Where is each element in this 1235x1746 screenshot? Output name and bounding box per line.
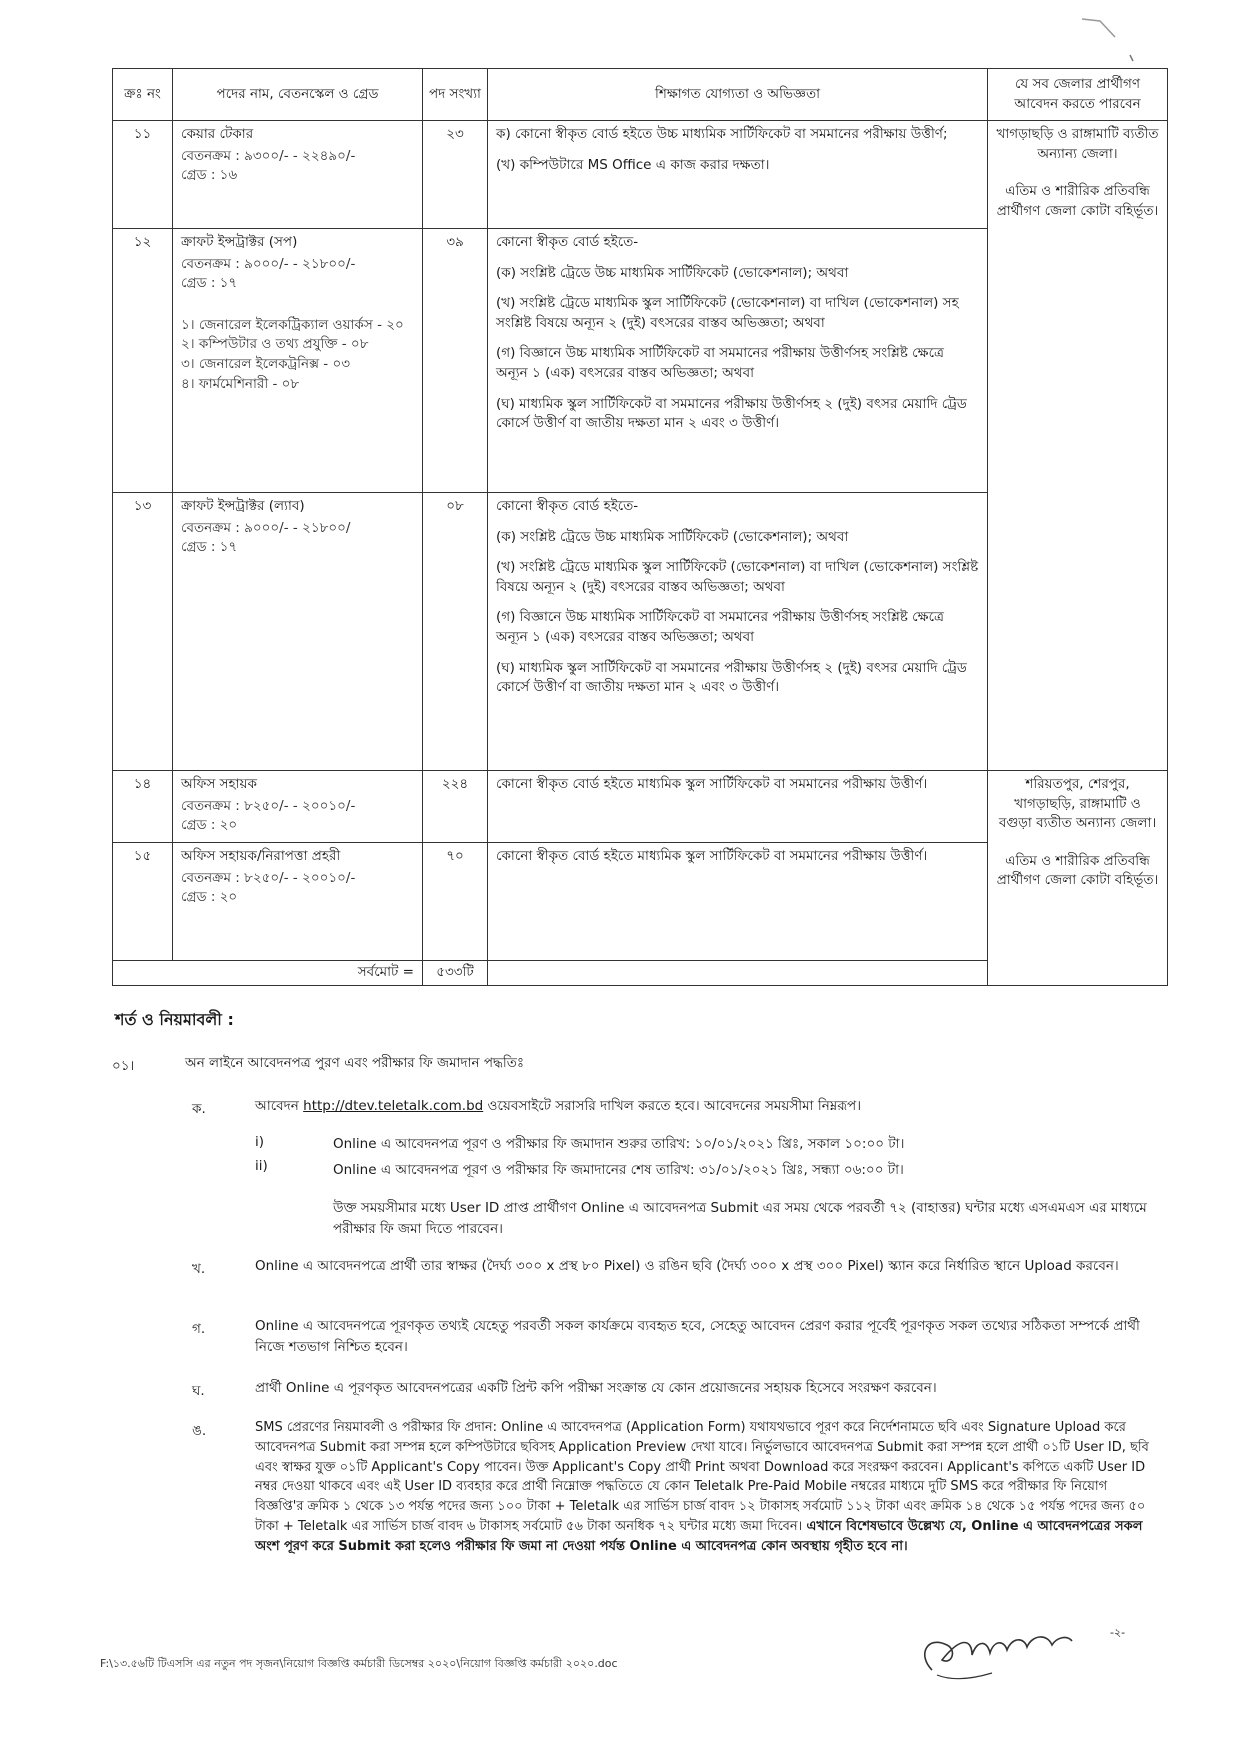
grade: গ্রেড : ১৬ (181, 167, 238, 184)
item-ii-label: ii) (255, 1158, 268, 1174)
item-ii-text: Online এ আবেদনপত্র পূরণ ও পরীক্ষার ফি জমাদানের শেষ তারিখ: ৩১/০১/২০২১ খ্রিঃ, সন্ধ্যা ০৬:০০ টা। (333, 1162, 904, 1178)
row-qualification (488, 771, 988, 843)
row-post (173, 121, 423, 229)
row-serial: ১৫ (113, 843, 173, 961)
qual-line: (গ) বিজ্ঞানে উচ্চ মাধ্যমিক সার্টিফিকেট বা সমমানের পরীক্ষায় উত্তীর্ণসহ সংশ্লিষ্ট ক্ষেত্রে অন্যূন ১ (এক) বৎসরের বাস্তব অভিজ্ঞতা; অথবা (496, 345, 944, 381)
pay-scale: বেতনক্রম : ৯০০০/- - ২১৮০০/- (181, 255, 356, 272)
item-ka-label: ক. (192, 1101, 206, 1117)
item-kha-label: খ. (192, 1261, 206, 1277)
item-gha-label: ঘ. (192, 1383, 205, 1399)
row-post (173, 771, 423, 843)
row-post (173, 843, 423, 961)
header-qualification: শিক্ষাগত যোগ্যতা ও অভিজ্ঞতা (488, 69, 988, 121)
row-serial: ১৩ (113, 493, 173, 771)
header-districts: যে সব জেলার প্রার্থীগণ আবেদন করতে পারবেন (988, 69, 1168, 121)
qual-line: কোনো স্বীকৃত বোর্ড হইতে- (496, 498, 639, 515)
qual-line: (খ) কম্পিউটারে MS Office এ কাজ করার দক্ষতা। (496, 156, 770, 173)
header-serial: ক্রঃ নং (113, 69, 173, 121)
total-empty-cell (488, 961, 988, 986)
qual-line: (ক) সংশ্লিষ্ট ট্রেডে উচ্চ মাধ্যমিক সার্টিফিকেট (ভোকেশনাল); অথবা (496, 264, 849, 281)
file-path-footer: F:\১৩.৫৬টি টিএসসি এর নতুন পদ সৃজন\নিয়োগ বিজ্ঞপ্তি কর্মচারী ডিসেম্বর ২০২০\নিয়োগ বিজ্ঞপ্তি কর্মচারী ২০২০.doc (100, 1657, 618, 1670)
uma-bold-note: এখানে বিশেষভাবে উল্লেখ্য যে, Online এ আবেদনপত্রের সকল অংশ পূরণ করে Submit করা হলেও পরীক্ষার ফি জমা না দেওয়া পর্যন্ত Online এ আবেদনপত্র কোন অবস্থায় গৃহীত হবে না। (255, 1518, 1143, 1554)
trade-item: ২। কম্পিউটার ও তথ্য প্রযুক্তি - ০৮ (181, 336, 369, 353)
districts-cell-a (988, 121, 1168, 771)
row-post (173, 229, 423, 493)
district-line: এতিম ও শারীরিক প্রতিবন্ধি প্রার্থীগণ জেলা কোটা বহির্ভূত। (996, 852, 1159, 889)
qual-line: (ক) সংশ্লিষ্ট ট্রেডে উচ্চ মাধ্যমিক সার্টিফিকেট (ভোকেশনাল); অথবা (496, 528, 849, 545)
district-line: খাগড়াছড়ি ও রাঙ্গামাটি ব্যতীত অন্যান্য জেলা। (996, 126, 1159, 162)
district-line: শরিয়তপুর, শেরপুর, খাগড়াছড়ি, রাঙ্গামাটি ও বগুড়া ব্যতীত অন্যান্য জেলা। (998, 776, 1157, 832)
qual-line: (খ) সংশ্লিষ্ট ট্রেডে মাধ্যমিক স্কুল সার্টিফিকেট (ভোকেশনাল) বা দাখিল (ভোকেশনাল) সংশ্লিষ্ট বিষয়ে অন্যূন ২ (দুই) বৎসরের বাস্তব অভিজ্ঞতা; অথবা (496, 559, 979, 595)
qual-line: (খ) সংশ্লিষ্ট ট্রেডে মাধ্যমিক স্কুল সার্টিফিকেট (ভোকেশনাল) বা দাখিল (ভোকেশনাল) সহ সংশ্লিষ্ট বিষয়ে অন্যূন ২ (দুই) বৎসরের বাস্তব অভিজ্ঞতা; অথবা (496, 295, 959, 331)
posts-table (112, 68, 1168, 986)
signature-icon (912, 1615, 1082, 1685)
item-gha-text: প্রার্থী Online এ পূরণকৃত আবেদনপত্রের একটি প্রিন্ট কপি পরীক্ষা সংক্রান্ত যে কোন প্রয়োজনের সহায়ক হিসেবে সংরক্ষণ করবেন। (255, 1380, 937, 1396)
row-qualification (488, 121, 988, 229)
corner-mark-icon (1080, 15, 1140, 65)
total-label: সর্বমোট = (113, 961, 423, 986)
row-qualification (488, 843, 988, 961)
post-name: অফিস সহায়ক/নিরাপত্তা প্রহরী (181, 848, 341, 865)
row-count: ০৮ (423, 493, 488, 771)
row-post (173, 493, 423, 771)
row-serial: ১২ (113, 229, 173, 493)
item-ga-text: Online এ আবেদনপত্রে পূরণকৃত তথ্যই যেহেতু পরবর্তী সকল কার্যক্রমে ব্যবহৃত হবে, সেহেতু আবেদন প্রেরণ করার পূর্বেই পূরণকৃত সকল তথ্যের সঠিকতা সম্পর্কে প্রার্থী নিজে শতভাগ নিশ্চিত হবেন। (255, 1318, 1140, 1355)
item-uma-label: ঙ. (192, 1423, 207, 1439)
item-kha-text: Online এ আবেদনপত্রে প্রার্থী তার স্বাক্ষর (দৈর্ঘ্য ৩০০ x প্রস্থ ৮০ Pixel) ও রঙিন ছবি (দৈর্ঘ্য ৩০০ x প্রস্থ ৩০০ Pixel) স্ক্যান করে নির্ধারিত স্থানে Upload করবেন। (255, 1258, 1119, 1274)
item-01-number: ০১। (112, 1058, 135, 1074)
row-qualification (488, 493, 988, 771)
ka-post: ওয়েবসাইটে সরাসরি দাখিল করতে হবে। আবেদনের সময়সীমা নিম্নরূপ। (483, 1098, 862, 1114)
qual-line: (গ) বিজ্ঞানে উচ্চ মাধ্যমিক সার্টিফিকেট বা সমমানের পরীক্ষায় উত্তীর্ণসহ সংশ্লিষ্ট ক্ষেত্রে অন্যূন ১ (এক) বৎসরের বাস্তব অভিজ্ঞতা; অথবা (496, 609, 944, 645)
qual-line: ক) কোনো স্বীকৃত বোর্ড হইতে উচ্চ মাধ্যমিক সার্টিফিকেট বা সমমানের পরীক্ষায় উত্তীর্ণ; (496, 126, 948, 143)
application-website-link[interactable]: http://dtev.teletalk.com.bd (303, 1098, 484, 1114)
trade-item: ৩। জেনারেল ইলেকট্রনিক্স - ০৩ (181, 355, 351, 372)
row-serial: ১৪ (113, 771, 173, 843)
trade-item: ৪। ফার্মমেশিনারী - ০৮ (181, 375, 300, 392)
page-number: -২- (1110, 1626, 1126, 1639)
pay-scale: বেতনক্রম : ৯৩০০/- - ২২৪৯০/- (181, 147, 356, 164)
post-name: অফিস সহায়ক (181, 776, 257, 793)
row-count: ২৩ (423, 121, 488, 229)
uma-text: SMS প্রেরণের নিয়মাবলী ও পরীক্ষার ফি প্রদান: Online এ আবেদনপত্র (Application Form) যথাযথভাবে পূরণ করে নির্দেশনামতে ছবি এবং Signature Upload করে আবেদনপত্র Submit করা সম্পন্ন হলে কম্পিউটারে ছবিসহ Application Preview দেখা যাবে। নির্ভুলভাবে আবেদনপত্র Submit করা সম্পন্ন হলে প্রার্থী ০১টি User ID, ছবি এবং স্বাক্ষর যুক্ত ০১টি Applicant's Copy পাবেন। উক্ত Applicant's Copy প্রার্থী Print অথবা Download করে সংরক্ষণ করবেন। Applicant's কপিতে একটি User ID নম্বর দেওয়া থাকবে এবং এই User ID ব্যবহার করে প্রার্থী নিম্নোক্ত পদ্ধতিতে যে কোন Teletalk Pre-Paid Mobile নম্বরের মাধ্যমে দুটি SMS করে পরীক্ষার ফি নিয়োগ বিজ্ঞপ্তি'র ক্রমিক ১ থেকে ১৩ পর্যন্ত পদের জন্য ১০০ টাকা + Teletalk এর সার্ভিস চার্জ বাবদ ১২ টাকাসহ সর্বমোট ১১২ টাকা এবং ক্রমিক ১৪ থেকে ১৫ পর্যন্ত পদের জন্য ৫০ টাকা + Teletalk এর সার্ভিস চার্জ বাবদ ৬ টাকাসহ সর্বমোট ৫৬ টাকা অনধিক ৭২ ঘন্টার মধ্যে জমা দিবেন। (255, 1420, 1149, 1534)
districts-cell-b (988, 771, 1168, 986)
item-ga-label: গ. (192, 1321, 206, 1337)
table-row (113, 771, 1168, 843)
post-name: কেয়ার টেকার (181, 126, 254, 143)
header-count: পদ সংখ্যা (423, 69, 488, 121)
table-header-row (113, 69, 1168, 121)
pay-scale: বেতনক্রম : ৮২৫০/- - ২০০১০/- (181, 797, 356, 814)
row-count: ৭০ (423, 843, 488, 961)
grade: গ্রেড : ২০ (181, 817, 238, 834)
row-count: ৩৯ (423, 229, 488, 493)
pay-scale: বেতনক্রম : ৮২৫০/- - ২০০১০/- (181, 869, 356, 886)
terms-title: শর্ত ও নিয়মাবলী : (115, 1010, 234, 1029)
item-i-text: Online এ আবেদনপত্র পূরণ ও পরীক্ষার ফি জমাদান শুরুর তারিখ: ১০/০১/২০২১ খ্রিঃ, সকাল ১০:০০ টা। (333, 1136, 905, 1152)
item-i-label: i) (255, 1134, 265, 1150)
item-uma-text (255, 1418, 1155, 1556)
district-line: এতিম ও শারীরিক প্রতিবন্ধি প্রার্থীগণ জেলা কোটা বহির্ভূত। (996, 183, 1159, 219)
table-row (113, 121, 1168, 229)
qual-line: (ঘ) মাধ্যমিক স্কুল সার্টিফিকেট বা সমমানের পরীক্ষায় উত্তীর্ণসহ ২ (দুই) বৎসর মেয়াদি ট্রেড কোর্সে উত্তীর্ণ বা জাতীয় দক্ষতা মান ২ এবং ৩ উত্তীর্ণ। (496, 395, 967, 432)
row-qualification (488, 229, 988, 493)
item-ka-note: উক্ত সময়সীমার মধ্যে User ID প্রাপ্ত প্রার্থীগণ Online এ আবেদনপত্র Submit এর সময় থেকে পরবর্তী ৭২ (বাহাত্তর) ঘন্টার মধ্যে এসএমএস এর মাধ্যমে পরীক্ষার ফি জমা দিতে পারবেন। (333, 1200, 1147, 1237)
grade: গ্রেড : ১৭ (181, 275, 238, 292)
ka-pre: আবেদন (255, 1098, 304, 1114)
qual-line: কোনো স্বীকৃত বোর্ড হইতে মাধ্যমিক স্কুল সার্টিফিকেট বা সমমানের পরীক্ষায় উত্তীর্ণ। (496, 776, 928, 793)
post-name: ক্রাফট ইন্সট্রাক্টর (সপ) (181, 234, 298, 251)
post-name: ক্রাফট ইন্সট্রাক্টর (ল্যাব) (181, 498, 305, 515)
grade: গ্রেড : ২০ (181, 889, 238, 906)
qual-line: কোনো স্বীকৃত বোর্ড হইতে- (496, 234, 639, 251)
trade-item: ১। জেনারেল ইলেকট্রিক্যাল ওয়ার্কস - ২০ (181, 316, 404, 333)
header-post: পদের নাম, বেতনস্কেল ও গ্রেড (173, 69, 423, 121)
item-ka-text (255, 1096, 1155, 1117)
row-count: ২২৪ (423, 771, 488, 843)
row-serial: ১১ (113, 121, 173, 229)
total-value: ৫৩৩টি (423, 961, 488, 986)
qual-line: (ঘ) মাধ্যমিক স্কুল সার্টিফিকেট বা সমমানের পরীক্ষায় উত্তীর্ণসহ ২ (দুই) বৎসর মেয়াদি ট্রেড কোর্সে উত্তীর্ণ বা জাতীয় দক্ষতা মান ২ এবং ৩ উত্তীর্ণ। (496, 659, 967, 696)
grade: গ্রেড : ১৭ (181, 539, 238, 556)
pay-scale: বেতনক্রম : ৯০০০/- - ২১৮০০/ (181, 519, 351, 536)
qual-line: কোনো স্বীকৃত বোর্ড হইতে মাধ্যমিক স্কুল সার্টিফিকেট বা সমমানের পরীক্ষায় উত্তীর্ণ। (496, 848, 928, 865)
item-01-heading: অন লাইনে আবেদনপত্র পুরণ এবং পরীক্ষার ফি জমাদান পদ্ধতিঃ (185, 1055, 525, 1071)
